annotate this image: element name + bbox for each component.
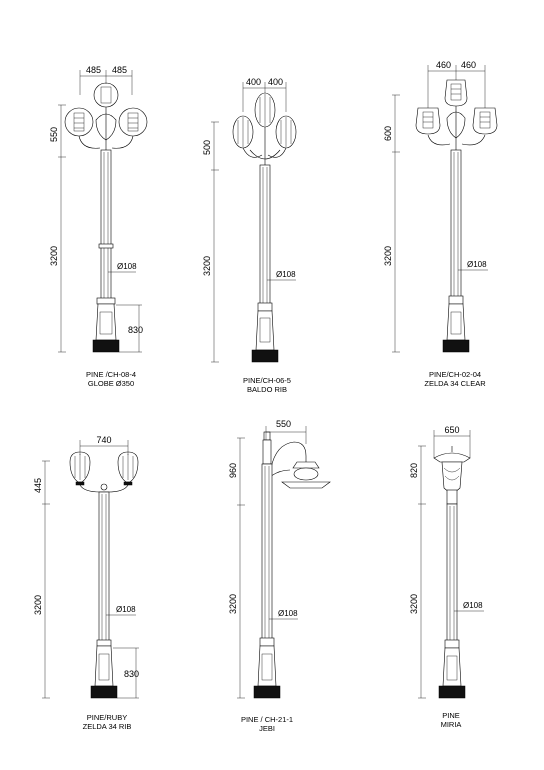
caption-line-2: BALDO RIB [246, 385, 288, 394]
pole-height-label: 3200 [228, 593, 238, 614]
lamp-pine-ch-08-4 [49, 65, 147, 388]
diameter-label: Ø108 [278, 609, 298, 618]
height-dimension [409, 446, 426, 698]
lamp-pine-ch-06-5 [202, 77, 296, 394]
diameter-callout [458, 260, 488, 270]
caption-line-1: PINE/CH-02-04 [428, 370, 482, 379]
base-height-label: 830 [128, 325, 144, 335]
head-height-label: 500 [202, 139, 212, 155]
caption-line-1: PINE/RUBY [86, 713, 128, 722]
base-height-label: 830 [124, 669, 140, 679]
height-dimension [202, 122, 219, 362]
width-dimension [80, 435, 128, 455]
height-dimension [49, 105, 66, 352]
width-total-label: 550 [276, 419, 292, 429]
width-total-label: 650 [444, 425, 460, 435]
diameter-callout [454, 601, 484, 611]
head-height-label: 550 [49, 126, 59, 142]
diameter-callout [267, 270, 296, 280]
height-dimension [33, 461, 50, 698]
pole-height-label: 3200 [202, 255, 212, 276]
diameter-callout [106, 605, 136, 615]
diameter-label: Ø108 [467, 260, 487, 269]
diameter-label: Ø108 [463, 601, 483, 610]
caption-line-2: JEBI [259, 724, 275, 733]
caption-line-1: PINE / CH-21-1 [240, 715, 294, 724]
lamp-drawing [65, 83, 147, 352]
lamp-pine-miria [409, 425, 484, 729]
base-dimension [116, 305, 143, 352]
pole-height-label: 3200 [49, 245, 59, 266]
caption-line-1: PINE [442, 711, 460, 720]
width-left-label: 460 [436, 60, 452, 70]
width-left-label: 485 [86, 65, 102, 75]
pole-height-label: 3200 [33, 594, 43, 615]
diameter-callout [269, 609, 298, 619]
width-left-label: 400 [246, 77, 262, 87]
caption-line-1: PINE/CH-06-5 [243, 376, 291, 385]
lamp-drawing [254, 432, 330, 698]
lamp-drawing [416, 80, 497, 352]
lamp-drawing [233, 93, 296, 362]
height-dimension [228, 438, 245, 698]
width-total-label: 740 [96, 435, 112, 445]
height-dimension [383, 95, 400, 352]
diameter-label: Ø108 [117, 262, 137, 271]
lamp-drawing [70, 452, 138, 698]
pole-height-label: 3200 [409, 593, 419, 614]
caption-line-1: PINE /CH-08-4 [85, 370, 137, 379]
lamp-pine-ch-02-04 [383, 60, 497, 388]
caption-line-2: GLOBE Ø350 [87, 379, 135, 388]
diameter-label: Ø108 [116, 605, 136, 614]
caption-line-2: MIRIA [440, 720, 462, 729]
lamp-pine-ruby [33, 435, 139, 731]
width-right-label: 400 [268, 77, 284, 87]
head-height-label: 600 [383, 125, 393, 141]
head-height-label: 445 [33, 477, 43, 493]
width-dimension [266, 419, 306, 444]
lamp-drawing [434, 446, 470, 698]
caption-line-2: ZELDA 34 RIB [82, 722, 132, 731]
head-height-label: 820 [409, 462, 419, 478]
diameter-label: Ø108 [276, 270, 296, 279]
width-right-label: 460 [461, 60, 477, 70]
diameter-callout [108, 262, 137, 272]
lamp-pine-ch-21-1 [228, 419, 330, 733]
pole-height-label: 3200 [383, 245, 393, 266]
head-height-label: 960 [228, 462, 238, 478]
width-right-label: 485 [112, 65, 128, 75]
caption-line-2: ZELDA 34 CLEAR [424, 379, 486, 388]
